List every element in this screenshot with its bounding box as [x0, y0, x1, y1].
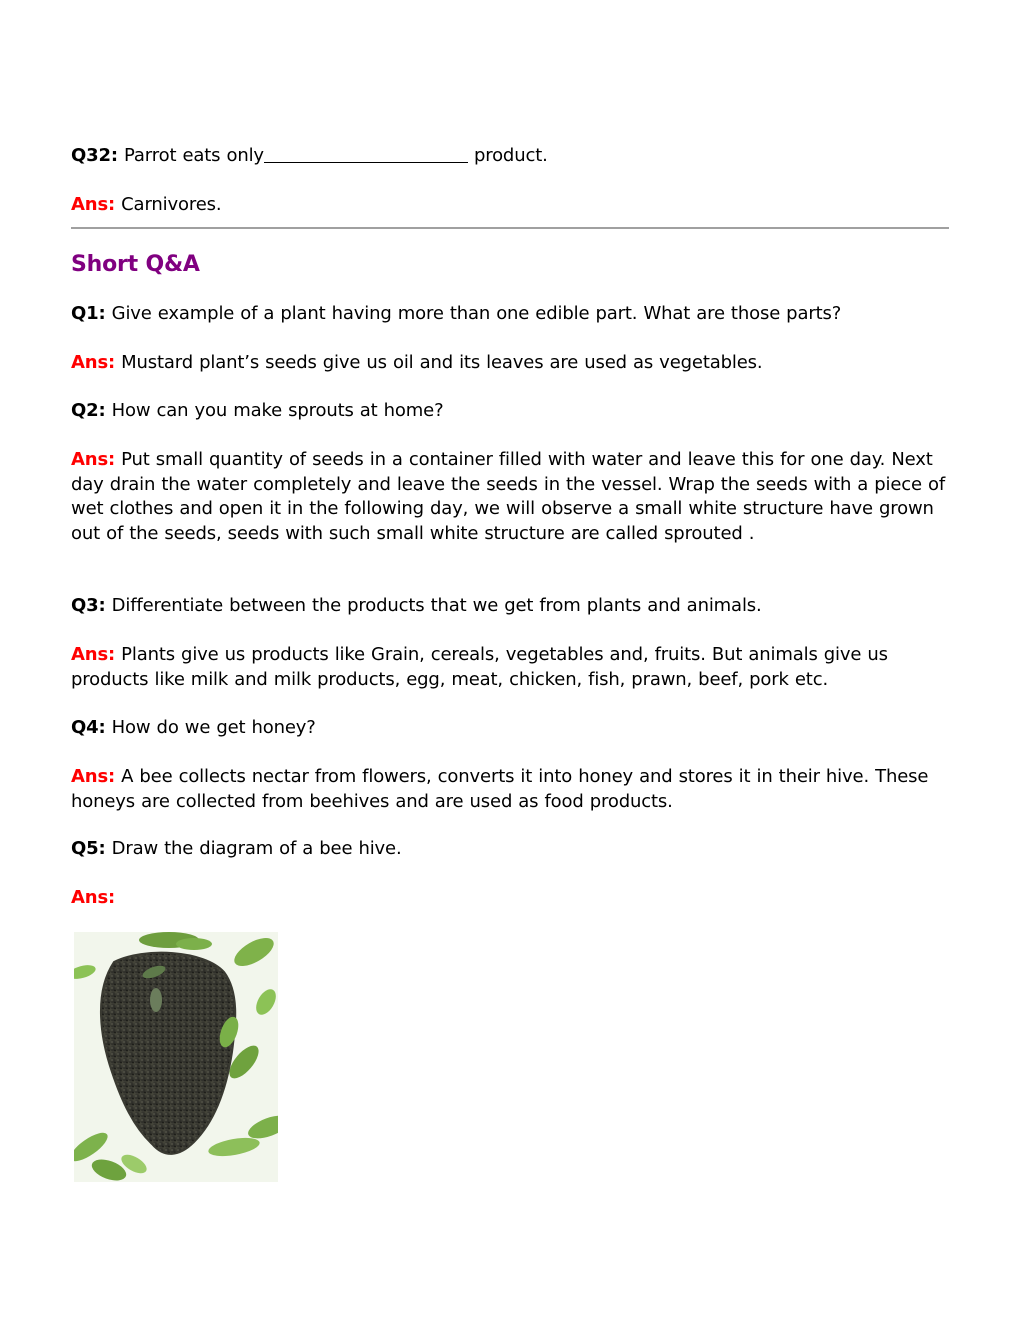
answer-q2 [71, 448, 951, 546]
question-q5 [71, 837, 951, 862]
answer-label: Ans: [71, 766, 116, 787]
question-label: Q2: [71, 400, 106, 421]
answer-q4 [71, 765, 951, 814]
question-label: Q4: [71, 717, 106, 738]
question-label: Q1: [71, 303, 106, 324]
question-label: Q3: [71, 595, 106, 616]
answer-text: Mustard plant’s seeds give us oil and its leaves are used as vegetables. [121, 352, 763, 373]
question-q32 [71, 144, 951, 169]
question-q4 [71, 716, 951, 741]
answer-text: A bee collects nectar from flowers, converts it into honey and stores it in their hive. These honeys are collected from beehives and are used as food products. [71, 766, 929, 812]
section-title: Short Q&A [71, 252, 200, 277]
answer-q5 [71, 886, 951, 911]
horizontal-divider [71, 227, 949, 229]
answer-q3 [71, 643, 951, 692]
question-label: Q5: [71, 838, 106, 859]
question-q3 [71, 594, 951, 619]
answer-label: Ans: [71, 644, 116, 665]
question-text: Parrot eats only [124, 145, 264, 166]
question-text: How can you make sprouts at home? [111, 400, 444, 421]
question-text: Give example of a plant having more than one edible part. What are those parts? [111, 303, 842, 324]
answer-text: Put small quantity of seeds in a container filled with water and leave this for one day. Next day drain the water completely and leave the seeds in the vessel. Wrap the seeds with a piece of wet clothes and open it in the following day, we will observe a small white structure have grown out of the seeds, seeds with such small white structure are called sprouted . [71, 449, 946, 544]
bee-hive-image [74, 932, 278, 1182]
answer-text: Carnivores. [121, 194, 222, 215]
answer-label: Ans: [71, 449, 116, 470]
answer-text: Plants give us products like Grain, cereals, vegetables and, fruits. But animals give us products like milk and milk products, egg, meat, chicken, fish, prawn, beef, pork etc. [71, 644, 888, 690]
answer-label: Ans: [71, 194, 116, 215]
question-text: Draw the diagram of a bee hive. [111, 838, 402, 859]
question-text: Differentiate between the products that we get from plants and animals. [111, 595, 762, 616]
answer-label: Ans: [71, 352, 116, 373]
answer-q1 [71, 351, 951, 376]
question-text: How do we get honey? [111, 717, 316, 738]
question-text-after: product. [473, 145, 548, 166]
answer-q32 [71, 193, 951, 218]
question-q1 [71, 302, 951, 327]
question-q2 [71, 399, 951, 424]
question-label: Q32: [71, 145, 118, 166]
fill-in-blank-line [264, 144, 468, 163]
answer-label: Ans: [71, 887, 116, 908]
